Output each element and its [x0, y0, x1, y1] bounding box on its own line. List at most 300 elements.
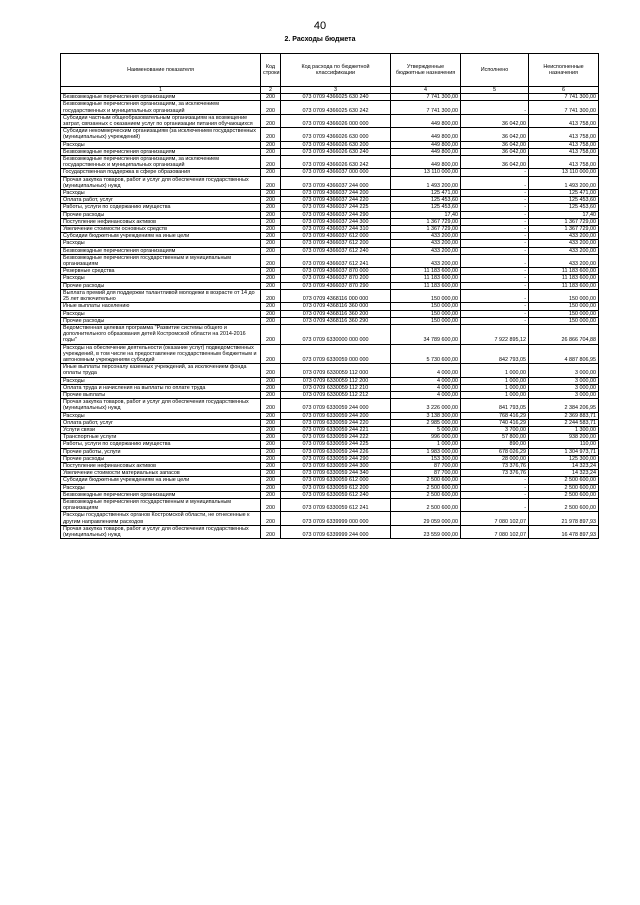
table-row: [61, 344, 599, 364]
row-code: 200: [261, 470, 281, 477]
row-code: 200: [261, 176, 281, 189]
row-unexecuted: 150 000,00: [529, 303, 599, 310]
row-code: 200: [261, 226, 281, 233]
row-executed: -: [461, 268, 529, 275]
row-budget-code: 073 0709 4366037 244 300: [281, 218, 391, 225]
column-number: 1: [61, 87, 261, 94]
table-row: [61, 240, 599, 247]
row-approved: 23 559 000,00: [391, 525, 461, 538]
row-budget-code: 073 0709 4366025 630 240: [281, 94, 391, 101]
row-budget-code: 073 0709 6330059 244 200: [281, 412, 391, 419]
row-code: 200: [261, 364, 281, 377]
row-budget-code: 073 0709 6330059 244 290: [281, 455, 391, 462]
row-executed: -: [461, 226, 529, 233]
row-approved: 125 471,00: [391, 190, 461, 197]
row-approved: 449 800,00: [391, 128, 461, 141]
row-approved: 4 000,00: [391, 384, 461, 391]
row-executed: -: [461, 240, 529, 247]
row-code: 200: [261, 310, 281, 317]
row-name: Выплата премий для поддержки талантливой молодежи в возрасте от 14 до 25 лет включительно: [61, 289, 261, 302]
row-budget-code: 073 0709 4366037 612 000: [281, 233, 391, 240]
row-approved: 449 800,00: [391, 156, 461, 169]
row-approved: 996 000,00: [391, 434, 461, 441]
row-name: Работы, услуги по содержанию имущества: [61, 204, 261, 211]
row-code: 200: [261, 148, 281, 155]
row-approved: 29 059 000,00: [391, 512, 461, 525]
row-name: Безвозмездные перечисления организациям: [61, 94, 261, 101]
row-executed: 1 000,00: [461, 384, 529, 391]
row-approved: 5 000,00: [391, 426, 461, 433]
row-executed: 3 700,00: [461, 426, 529, 433]
row-executed: -: [461, 247, 529, 254]
row-budget-code: 073 0709 4366026 630 000: [281, 128, 391, 141]
row-budget-code: 073 0709 4366037 244 000: [281, 176, 391, 189]
row-budget-code: 073 0709 4368116 360 290: [281, 317, 391, 324]
row-executed: -: [461, 303, 529, 310]
row-executed: 890,00: [461, 441, 529, 448]
row-unexecuted: 3 000,00: [529, 364, 599, 377]
row-unexecuted: 1 300,00: [529, 426, 599, 433]
row-code: 200: [261, 190, 281, 197]
row-code: 200: [261, 384, 281, 391]
row-unexecuted: 7 741 300,00: [529, 94, 599, 101]
row-code: 200: [261, 101, 281, 114]
row-code: 200: [261, 268, 281, 275]
row-executed: -: [461, 491, 529, 498]
row-approved: 2 500 600,00: [391, 498, 461, 511]
header-row-code: Код строки: [261, 54, 281, 87]
row-executed: -: [461, 204, 529, 211]
row-approved: 433 200,00: [391, 240, 461, 247]
row-name: Безвозмездные перечисления организациям: [61, 491, 261, 498]
row-budget-code: 073 0709 6330059 244 226: [281, 448, 391, 455]
row-unexecuted: 413 758,00: [529, 114, 599, 127]
row-code: 200: [261, 484, 281, 491]
row-name: Безвозмездные перечисления государственным и муниципальным организациям: [61, 254, 261, 267]
row-unexecuted: 14 323,24: [529, 462, 599, 469]
row-unexecuted: 11 183 600,00: [529, 275, 599, 282]
row-unexecuted: 433 200,00: [529, 240, 599, 247]
row-unexecuted: 17,40: [529, 211, 599, 218]
row-name: Расходы: [61, 377, 261, 384]
row-executed: 36 042,00: [461, 156, 529, 169]
row-approved: 4 000,00: [391, 377, 461, 384]
row-unexecuted: 433 200,00: [529, 233, 599, 240]
row-name: Прочие расходы: [61, 455, 261, 462]
row-budget-code: 073 0709 6330059 112 200: [281, 377, 391, 384]
row-name: Субсидии бюджетным учреждениям на иные цели: [61, 233, 261, 240]
row-name: Ведомственная целевая программа "Развитие системы общего и дополнительного образования детей Костромской области на 2014-2016 годы": [61, 324, 261, 344]
row-executed: -: [461, 233, 529, 240]
table-row: [61, 462, 599, 469]
row-name: Безвозмездные перечисления организациям, за исключением государственных и муниципальных организаций: [61, 156, 261, 169]
row-name: Прочие выплаты: [61, 391, 261, 398]
row-budget-code: 073 0709 6330059 612 241: [281, 498, 391, 511]
row-unexecuted: 433 200,00: [529, 247, 599, 254]
table-row: [61, 324, 599, 344]
row-unexecuted: 2 500 600,00: [529, 484, 599, 491]
row-unexecuted: 1 367 729,00: [529, 226, 599, 233]
row-budget-code: 073 0709 6330059 244 300: [281, 462, 391, 469]
row-unexecuted: 433 200,00: [529, 254, 599, 267]
row-code: 200: [261, 233, 281, 240]
column-number: 4: [391, 87, 461, 94]
table-row: [61, 498, 599, 511]
row-approved: 433 200,00: [391, 233, 461, 240]
row-approved: 4 000,00: [391, 391, 461, 398]
row-name: Расходы государственных органов Костромской области, не отнесенные к другим направлениям расходов: [61, 512, 261, 525]
row-code: 200: [261, 128, 281, 141]
row-code: 200: [261, 391, 281, 398]
row-approved: 1 000,00: [391, 441, 461, 448]
row-approved: 150 000,00: [391, 310, 461, 317]
row-code: 200: [261, 303, 281, 310]
row-name: Резервные средства: [61, 268, 261, 275]
row-budget-code: 073 0709 4366037 244 290: [281, 211, 391, 218]
table-row: [61, 512, 599, 525]
row-approved: 17,40: [391, 211, 461, 218]
table-row: [61, 491, 599, 498]
header-approved: Утвержденные бюджетные назначения: [391, 54, 461, 87]
row-approved: 7 741 300,00: [391, 94, 461, 101]
row-budget-code: 073 0709 6330059 112 210: [281, 384, 391, 391]
table-row: [61, 94, 599, 101]
row-executed: -: [461, 484, 529, 491]
row-name: Расходы: [61, 275, 261, 282]
table-row: [61, 247, 599, 254]
row-unexecuted: 2 244 583,71: [529, 419, 599, 426]
row-name: Расходы: [61, 190, 261, 197]
row-executed: 1 000,00: [461, 364, 529, 377]
row-approved: 150 000,00: [391, 289, 461, 302]
row-name: Субсидии бюджетным учреждениям на иные цели: [61, 477, 261, 484]
row-code: 200: [261, 275, 281, 282]
table-row: [61, 148, 599, 155]
row-budget-code: 073 0709 4366037 870 000: [281, 268, 391, 275]
table-row: [61, 470, 599, 477]
row-budget-code: 073 0709 6330059 244 222: [281, 434, 391, 441]
row-budget-code: 073 0709 4368116 360 000: [281, 303, 391, 310]
row-code: 200: [261, 289, 281, 302]
row-budget-code: 073 0709 6330059 244 340: [281, 470, 391, 477]
row-executed: -: [461, 275, 529, 282]
row-name: Расходы: [61, 484, 261, 491]
row-approved: 87 700,00: [391, 462, 461, 469]
row-approved: 150 000,00: [391, 303, 461, 310]
row-budget-code: 073 0709 4366037 870 290: [281, 282, 391, 289]
table-row: [61, 426, 599, 433]
row-executed: -: [461, 169, 529, 176]
row-budget-code: 073 0709 6330059 244 221: [281, 426, 391, 433]
row-code: 200: [261, 434, 281, 441]
row-unexecuted: 1 304 973,71: [529, 448, 599, 455]
column-number-row: [61, 87, 599, 94]
row-code: 200: [261, 204, 281, 211]
row-code: 200: [261, 282, 281, 289]
row-approved: 449 800,00: [391, 114, 461, 127]
row-executed: -: [461, 310, 529, 317]
table-row: [61, 268, 599, 275]
row-unexecuted: 11 183 600,00: [529, 282, 599, 289]
row-approved: 153 300,00: [391, 455, 461, 462]
row-executed: -: [461, 254, 529, 267]
row-unexecuted: 26 866 704,88: [529, 324, 599, 344]
table-row: [61, 434, 599, 441]
row-approved: 2 985 000,00: [391, 419, 461, 426]
row-executed: 36 042,00: [461, 114, 529, 127]
table-row: [61, 441, 599, 448]
row-code: 200: [261, 477, 281, 484]
row-approved: 1 493 200,00: [391, 176, 461, 189]
row-unexecuted: 150 000,00: [529, 310, 599, 317]
row-unexecuted: 3 000,00: [529, 384, 599, 391]
row-unexecuted: 7 741 300,00: [529, 101, 599, 114]
table-row: [61, 211, 599, 218]
row-executed: -: [461, 176, 529, 189]
row-unexecuted: 413 758,00: [529, 128, 599, 141]
row-name: Поступление нефинансовых активов: [61, 218, 261, 225]
row-executed: 73 376,76: [461, 462, 529, 469]
row-unexecuted: 110,00: [529, 441, 599, 448]
row-approved: 1 367 729,00: [391, 226, 461, 233]
row-approved: 1 983 000,00: [391, 448, 461, 455]
table-row: [61, 303, 599, 310]
row-executed: 57 800,00: [461, 434, 529, 441]
row-code: 200: [261, 455, 281, 462]
row-unexecuted: 3 000,00: [529, 391, 599, 398]
row-code: 200: [261, 240, 281, 247]
row-budget-code: 073 0709 4366037 244 225: [281, 204, 391, 211]
row-approved: 11 183 600,00: [391, 282, 461, 289]
row-code: 200: [261, 462, 281, 469]
header-budget-code: Код расхода по бюджетной классификации: [281, 54, 391, 87]
row-unexecuted: 2 384 206,95: [529, 399, 599, 412]
row-budget-code: 073 0709 4366025 630 242: [281, 101, 391, 114]
table-row: [61, 525, 599, 538]
row-unexecuted: 125 453,60: [529, 204, 599, 211]
row-budget-code: 073 0709 6330059 112 000: [281, 364, 391, 377]
expenses-table: [60, 53, 599, 539]
row-name: Увеличение стоимости основных средств: [61, 226, 261, 233]
row-approved: 2 500 600,00: [391, 477, 461, 484]
table-row: [61, 233, 599, 240]
table-row: [61, 197, 599, 204]
row-code: 200: [261, 412, 281, 419]
row-name: Услуги связи: [61, 426, 261, 433]
row-code: 200: [261, 141, 281, 148]
row-budget-code: 073 0709 6330059 612 200: [281, 484, 391, 491]
table-row: [61, 254, 599, 267]
row-approved: 3 226 000,00: [391, 399, 461, 412]
table-row: [61, 190, 599, 197]
row-approved: 5 730 600,00: [391, 344, 461, 364]
table-row: [61, 128, 599, 141]
row-unexecuted: 3 000,00: [529, 377, 599, 384]
row-executed: -: [461, 190, 529, 197]
row-executed: -: [461, 211, 529, 218]
table-row: [61, 226, 599, 233]
row-name: Оплата труда и начисления на выплаты по оплате труда: [61, 384, 261, 391]
row-approved: 433 200,00: [391, 247, 461, 254]
row-unexecuted: 150 000,00: [529, 317, 599, 324]
row-budget-code: 073 0709 4366026 630 240: [281, 148, 391, 155]
row-code: 200: [261, 218, 281, 225]
row-name: Оплата работ, услуг: [61, 197, 261, 204]
column-number: 6: [529, 87, 599, 94]
row-executed: 768 416,29: [461, 412, 529, 419]
row-budget-code: 073 0709 6330000 000 000: [281, 324, 391, 344]
row-budget-code: 073 0709 6330059 000 000: [281, 344, 391, 364]
row-name: Безвозмездные перечисления государственным и муниципальным организациям: [61, 498, 261, 511]
row-name: Прочие расходы: [61, 282, 261, 289]
row-unexecuted: 413 758,00: [529, 141, 599, 148]
row-executed: 1 000,00: [461, 377, 529, 384]
row-unexecuted: 1 493 200,00: [529, 176, 599, 189]
row-unexecuted: 150 000,00: [529, 289, 599, 302]
row-name: Прочие расходы: [61, 317, 261, 324]
row-unexecuted: 413 758,00: [529, 148, 599, 155]
row-name: Субсидии некоммерческим организациям (за исключением государственных (муниципальных) учреждений): [61, 128, 261, 141]
table-body: [61, 94, 599, 539]
table-row: [61, 419, 599, 426]
row-name: Расходы: [61, 141, 261, 148]
table-row: [61, 455, 599, 462]
row-budget-code: 073 0709 4366026 630 200: [281, 141, 391, 148]
row-name: Увеличение стоимости материальных запасов: [61, 470, 261, 477]
row-code: 200: [261, 247, 281, 254]
row-approved: 2 500 600,00: [391, 484, 461, 491]
row-code: 200: [261, 399, 281, 412]
row-unexecuted: 125 300,00: [529, 455, 599, 462]
row-budget-code: 073 0709 4368116 360 200: [281, 310, 391, 317]
row-unexecuted: 938 200,00: [529, 434, 599, 441]
row-name: Расходы: [61, 310, 261, 317]
table-row: [61, 477, 599, 484]
table-row: [61, 169, 599, 176]
row-code: 200: [261, 377, 281, 384]
row-approved: 125 453,60: [391, 197, 461, 204]
row-executed: 36 042,00: [461, 148, 529, 155]
row-budget-code: 073 0709 4366037 244 310: [281, 226, 391, 233]
row-executed: -: [461, 282, 529, 289]
table-row: [61, 364, 599, 377]
row-unexecuted: 2 500 600,00: [529, 477, 599, 484]
row-executed: 28 000,00: [461, 455, 529, 462]
row-approved: 449 800,00: [391, 148, 461, 155]
row-name: Расходы: [61, 240, 261, 247]
row-unexecuted: 413 758,00: [529, 156, 599, 169]
row-executed: 7 080 102,07: [461, 525, 529, 538]
row-unexecuted: 125 453,60: [529, 197, 599, 204]
column-number: 3: [281, 87, 391, 94]
row-executed: 740 416,29: [461, 419, 529, 426]
row-code: 200: [261, 512, 281, 525]
row-executed: 1 000,00: [461, 391, 529, 398]
row-code: 200: [261, 317, 281, 324]
row-budget-code: 073 0709 6330059 112 212: [281, 391, 391, 398]
table-row: [61, 282, 599, 289]
header-executed: Исполнено: [461, 54, 529, 87]
row-budget-code: 073 0709 4366037 612 240: [281, 247, 391, 254]
row-budget-code: 073 0709 4366026 630 242: [281, 156, 391, 169]
row-executed: 36 042,00: [461, 141, 529, 148]
row-unexecuted: 1 367 729,00: [529, 218, 599, 225]
row-name: Поступление нефинансовых активов: [61, 462, 261, 469]
table-row: [61, 101, 599, 114]
row-budget-code: 073 0709 4366037 244 200: [281, 190, 391, 197]
row-name: Прочая закупка товаров, работ и услуг для обеспечения государственных (муниципальных) нужд: [61, 399, 261, 412]
row-unexecuted: 4 887 806,95: [529, 344, 599, 364]
column-number: 2: [261, 87, 281, 94]
row-code: 200: [261, 94, 281, 101]
table-row: [61, 275, 599, 282]
table-row: [61, 317, 599, 324]
column-number: 5: [461, 87, 529, 94]
table-row: [61, 114, 599, 127]
row-executed: 842 793,05: [461, 344, 529, 364]
row-budget-code: 073 0709 4368116 000 000: [281, 289, 391, 302]
table-row: [61, 289, 599, 302]
row-name: Прочая закупка товаров, работ и услуг для обеспечения государственных (муниципальных) нужд: [61, 176, 261, 189]
row-executed: 73 376,76: [461, 470, 529, 477]
row-unexecuted: 16 478 897,93: [529, 525, 599, 538]
row-budget-code: 073 0709 4366026 000 000: [281, 114, 391, 127]
row-name: Расходы: [61, 412, 261, 419]
row-approved: 125 453,60: [391, 204, 461, 211]
table-row: [61, 391, 599, 398]
row-name: Оплата работ, услуг: [61, 419, 261, 426]
row-budget-code: 073 0709 6339999 000 000: [281, 512, 391, 525]
row-name: Иные выплаты персоналу казенных учреждений, за исключением фонда оплаты труда: [61, 364, 261, 377]
row-code: 200: [261, 525, 281, 538]
row-unexecuted: 2 369 883,71: [529, 412, 599, 419]
row-approved: 7 741 300,00: [391, 101, 461, 114]
row-approved: 87 700,00: [391, 470, 461, 477]
row-budget-code: 073 0709 6339999 244 000: [281, 525, 391, 538]
row-code: 200: [261, 197, 281, 204]
row-unexecuted: 14 323,24: [529, 470, 599, 477]
row-approved: 2 500 600,00: [391, 491, 461, 498]
row-approved: 11 183 600,00: [391, 268, 461, 275]
row-code: 200: [261, 156, 281, 169]
header-unexecuted: Неисполненные назначения: [529, 54, 599, 87]
row-approved: 1 367 729,00: [391, 218, 461, 225]
row-unexecuted: 13 110 000,00: [529, 169, 599, 176]
row-executed: [461, 94, 529, 101]
row-code: 200: [261, 344, 281, 364]
row-code: 200: [261, 426, 281, 433]
row-name: Субсидии частным общеобразовательным организациям на возмещение затрат, связанных с оказанием услуг по организации питания обучающихся: [61, 114, 261, 127]
row-executed: -: [461, 498, 529, 511]
row-code: 200: [261, 211, 281, 218]
row-name: Государственная поддержка в сфере образования: [61, 169, 261, 176]
row-executed: -: [461, 289, 529, 302]
table-row: [61, 412, 599, 419]
row-budget-code: 073 0709 6330059 612 240: [281, 491, 391, 498]
row-name: Иные выплаты населению: [61, 303, 261, 310]
row-budget-code: 073 0709 4366037 612 200: [281, 240, 391, 247]
row-name: Безвозмездные перечисления организациям, за исключением государственных и муниципальных организаций: [61, 101, 261, 114]
row-unexecuted: 2 500 600,00: [529, 491, 599, 498]
table-row: [61, 484, 599, 491]
row-executed: -: [461, 477, 529, 484]
row-unexecuted: 2 500 600,00: [529, 498, 599, 511]
row-code: 200: [261, 419, 281, 426]
row-code: 200: [261, 114, 281, 127]
row-code: 200: [261, 324, 281, 344]
row-executed: -: [461, 197, 529, 204]
row-executed: 841 793,05: [461, 399, 529, 412]
